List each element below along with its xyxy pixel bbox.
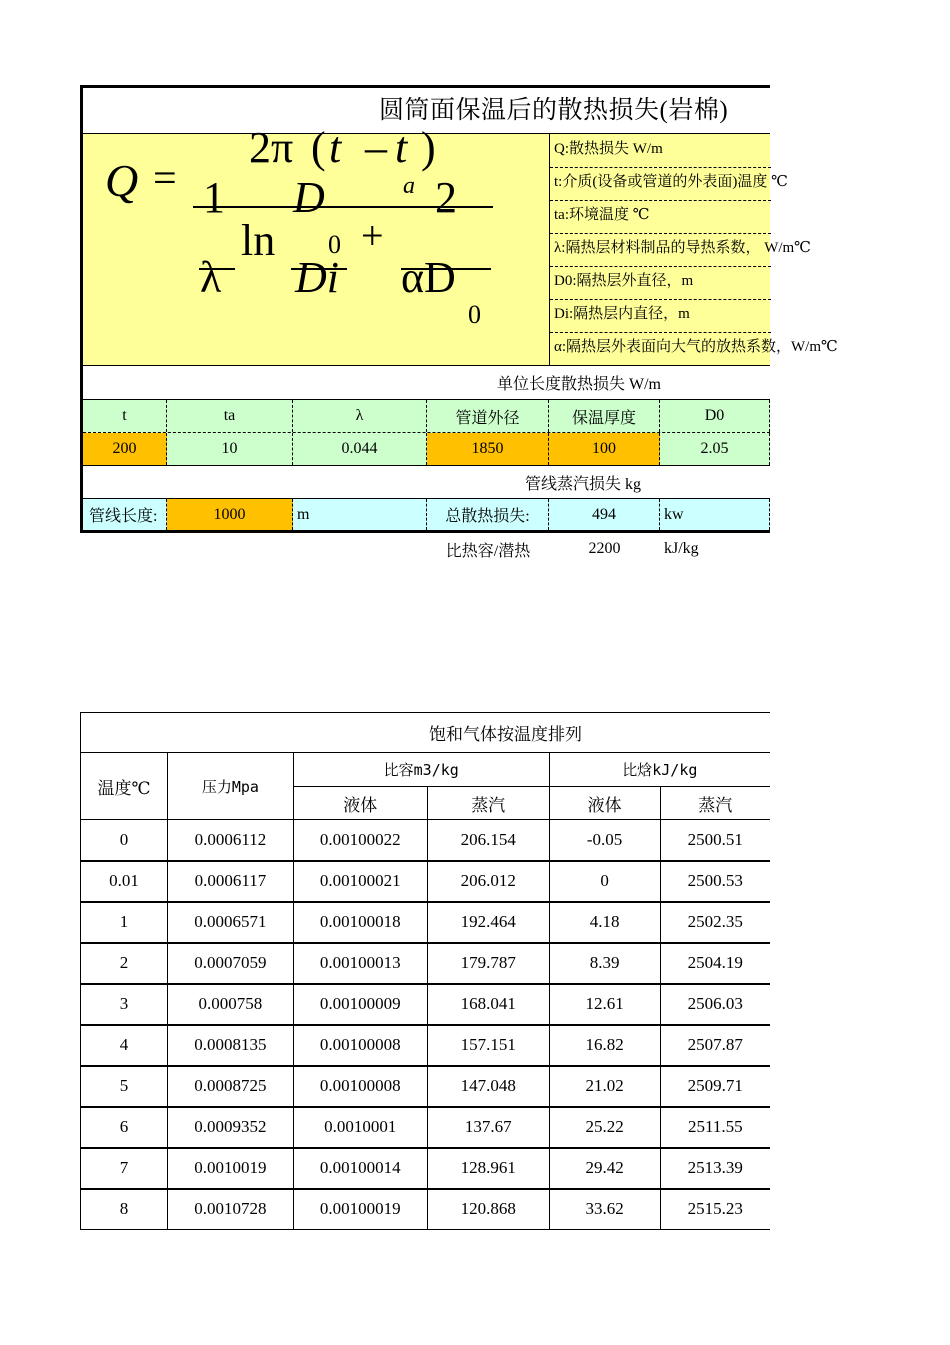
cell-volume-liquid[interactable]: 0.00100018 (293, 902, 427, 943)
cell-pressure[interactable]: 0.0006117 (167, 861, 293, 902)
cell-enthalpy-liquid[interactable]: 16.82 (549, 1025, 660, 1066)
steam-loss-label: 管线蒸汽损失 kg (524, 475, 641, 493)
latent-value: 2200 (588, 540, 621, 557)
cell-enthalpy-steam[interactable]: 2509.71 (660, 1066, 770, 1107)
cell-enthalpy-steam[interactable]: 2500.51 (660, 820, 770, 861)
total-loss-value: 494 (549, 499, 660, 530)
param-header-ta: ta (167, 400, 293, 432)
formula-eq: = (153, 156, 177, 202)
formula-lambda-bar (199, 268, 235, 270)
cell-volume-liquid[interactable]: 0.00100008 (293, 1066, 427, 1107)
cell-enthalpy-steam[interactable]: 2500.53 (660, 861, 770, 902)
cell-temp[interactable]: 0 (81, 820, 168, 861)
formula-den-d: D (293, 173, 325, 222)
cell-volume-steam[interactable]: 157.151 (427, 1025, 549, 1066)
cell-enthalpy-liquid[interactable]: -0.05 (549, 820, 660, 861)
legend-t: t:介质(设备或管道的外表面)温度 ℃ (554, 174, 788, 190)
cell-enthalpy-liquid[interactable]: 29.42 (549, 1148, 660, 1189)
table-title-row (81, 713, 771, 753)
table-row (81, 1066, 771, 1107)
legend-ta: ta:环境温度 ℃ (554, 207, 650, 223)
cell-volume-liquid[interactable]: 0.00100013 (293, 943, 427, 984)
unit-loss-label: 单位长度散热损失 W/m (497, 376, 661, 393)
param-value-lambda[interactable]: 0.044 (293, 433, 427, 465)
total-loss-row (83, 499, 770, 530)
table-row (81, 984, 771, 1025)
param-value-row (83, 433, 770, 466)
formula-q: Q (105, 155, 139, 206)
cell-volume-steam[interactable]: 120.868 (427, 1189, 549, 1230)
legend-d0: D0:隔热层外直径，m (554, 273, 694, 289)
header-volume: 比容m3/kg (293, 753, 549, 787)
total-loss-unit: kw (660, 499, 770, 530)
table-title-cell (81, 713, 771, 753)
cell-volume-liquid[interactable]: 0.00100008 (293, 1025, 427, 1066)
saturated-steam-table (80, 712, 770, 1230)
header-enthalpy-liquid: 液体 (549, 787, 660, 820)
param-header-pipe-od: 管道外径 (427, 400, 549, 432)
param-header-t: t (83, 400, 167, 432)
formula-minus: – (365, 123, 387, 172)
table-row (81, 861, 771, 902)
formula-den-1: 1 (203, 173, 225, 222)
cell-temp[interactable]: 7 (81, 1148, 168, 1189)
formula-di-bar (291, 268, 347, 270)
table-title: 饱和气体按温度排列 (429, 725, 582, 744)
formula-paren-close: ) (421, 123, 436, 172)
heat-loss-sheet (80, 85, 838, 560)
cell-volume-steam[interactable]: 206.154 (427, 820, 549, 861)
length-unit: m (293, 499, 427, 530)
unit-loss-row (83, 366, 770, 400)
cell-enthalpy-liquid[interactable]: 0 (549, 861, 660, 902)
formula-sub-0b: 0 (468, 300, 481, 329)
cell-enthalpy-steam[interactable]: 2507.87 (660, 1025, 770, 1066)
formula-ln: ln (241, 216, 276, 265)
param-value-d0[interactable]: 2.05 (660, 433, 770, 465)
formula-ta: t (395, 123, 408, 172)
table-row (81, 820, 771, 861)
table-header-row-1 (81, 753, 771, 787)
formula-alpha-bar (401, 268, 491, 270)
cell-enthalpy-liquid[interactable]: 25.22 (549, 1107, 660, 1148)
latent-label: 比热容/潜热 (445, 542, 531, 560)
header-volume-liquid: 液体 (293, 787, 427, 820)
table-row (81, 1025, 771, 1066)
formula-fraction-bar (193, 206, 493, 208)
cell-enthalpy-liquid[interactable]: 8.39 (549, 943, 660, 984)
cell-volume-liquid[interactable]: 0.00100022 (293, 820, 427, 861)
param-header-lambda: λ (293, 400, 427, 432)
length-label: 管线长度: (83, 499, 167, 530)
cell-temp[interactable]: 3 (81, 984, 168, 1025)
latent-row (83, 535, 770, 563)
formula-alpha-d: αD (401, 253, 456, 302)
table-row (81, 1107, 771, 1148)
header-temp: 温度℃ (81, 753, 168, 820)
table-row (81, 902, 771, 943)
param-header-row (83, 400, 770, 433)
param-value-t[interactable]: 200 (83, 433, 167, 465)
cell-volume-liquid[interactable]: 0.00100021 (293, 861, 427, 902)
cell-volume-liquid[interactable]: 0.0010001 (293, 1107, 427, 1148)
cell-pressure[interactable]: 0.0008725 (167, 1066, 293, 1107)
cell-volume-steam[interactable]: 206.012 (427, 861, 549, 902)
cell-temp[interactable]: 6 (81, 1107, 168, 1148)
legend-lambda: λ:隔热层材料制品的导热系数， W/m℃ (554, 240, 811, 256)
cell-volume-steam[interactable]: 192.464 (427, 902, 549, 943)
cell-volume-steam[interactable]: 128.961 (427, 1148, 549, 1189)
cell-pressure[interactable]: 0.0010019 (167, 1148, 293, 1189)
cell-pressure[interactable]: 0.0006112 (167, 820, 293, 861)
length-value[interactable]: 1000 (167, 499, 293, 530)
legend-alpha: α:隔热层外表面向大气的放热系数，W/m℃ (554, 339, 838, 355)
formula-di: Di (295, 253, 339, 302)
cell-pressure[interactable]: 0.0008135 (167, 1025, 293, 1066)
cell-temp[interactable]: 1 (81, 902, 168, 943)
cell-pressure[interactable]: 0.0006571 (167, 902, 293, 943)
cell-temp[interactable]: 2 (81, 943, 168, 984)
cell-enthalpy-steam[interactable]: 2515.23 (660, 1189, 770, 1230)
cell-enthalpy-steam[interactable]: 2511.55 (660, 1107, 770, 1148)
saturated-steam-sheet (80, 712, 770, 1227)
header-pressure: 压力Mpa (167, 753, 293, 820)
cell-temp[interactable]: 8 (81, 1189, 168, 1230)
cell-enthalpy-liquid[interactable]: 33.62 (549, 1189, 660, 1230)
cell-temp[interactable]: 4 (81, 1025, 168, 1066)
cell-enthalpy-liquid[interactable]: 4.18 (549, 902, 660, 943)
legend-q: Q:散热损失 W/m (554, 141, 663, 157)
cell-pressure[interactable]: 0.0010728 (167, 1189, 293, 1230)
formula-t: t (329, 123, 342, 172)
param-header-d0: D0 (660, 400, 770, 432)
formula-sub-a: a (403, 173, 415, 199)
legend-box (549, 134, 838, 365)
formula-2pi: 2π (249, 123, 294, 172)
steam-loss-row (83, 466, 770, 499)
param-value-ta[interactable]: 10 (167, 433, 293, 465)
param-value-pipe-od[interactable]: 1850 (427, 433, 549, 465)
cell-volume-liquid[interactable]: 0.00100009 (293, 984, 427, 1025)
cell-enthalpy-liquid[interactable]: 21.02 (549, 1066, 660, 1107)
cell-enthalpy-steam[interactable]: 2502.35 (660, 902, 770, 943)
cell-pressure[interactable]: 0.0009352 (167, 1107, 293, 1148)
cell-volume-liquid[interactable]: 0.00100019 (293, 1189, 427, 1230)
cell-enthalpy-steam[interactable]: 2506.03 (660, 984, 770, 1025)
cell-enthalpy-steam[interactable]: 2504.19 (660, 943, 770, 984)
sheet-title: 圆筒面保温后的散热损失(岩棉) (379, 97, 729, 124)
formula-area (83, 123, 838, 366)
param-header-thickness: 保温厚度 (549, 400, 660, 432)
header-enthalpy: 比焓kJ/kg (549, 753, 770, 787)
header-enthalpy-steam: 蒸汽 (660, 787, 770, 820)
table-body (81, 820, 771, 1230)
table-row (81, 1189, 771, 1230)
cell-enthalpy-liquid[interactable]: 12.61 (549, 984, 660, 1025)
formula-paren-open: ( (311, 123, 326, 172)
cell-volume-liquid[interactable]: 0.00100014 (293, 1148, 427, 1189)
header-volume-steam: 蒸汽 (427, 787, 549, 820)
cell-volume-steam[interactable]: 147.048 (427, 1066, 549, 1107)
param-value-thickness[interactable]: 100 (549, 433, 660, 465)
cell-volume-steam[interactable]: 179.787 (427, 943, 549, 984)
formula-sub-0: 0 (328, 230, 341, 259)
cell-enthalpy-steam[interactable]: 2513.39 (660, 1148, 770, 1189)
cell-temp[interactable]: 0.01 (81, 861, 168, 902)
cell-pressure[interactable]: 0.0007059 (167, 943, 293, 984)
cell-temp[interactable]: 5 (81, 1066, 168, 1107)
formula-plus: + (361, 213, 384, 258)
legend-di: Di:隔热层内直径，m (554, 306, 690, 322)
table-row (81, 943, 771, 984)
cell-pressure[interactable]: 0.000758 (167, 984, 293, 1025)
total-loss-label: 总散热损失: (427, 499, 549, 530)
latent-unit: kJ/kg (664, 540, 699, 557)
cell-volume-steam[interactable]: 137.67 (427, 1107, 549, 1148)
table-row (81, 1148, 771, 1189)
formula-den-2: 2 (435, 173, 457, 222)
formula-lambda: λ (200, 253, 222, 302)
cell-volume-steam[interactable]: 168.041 (427, 984, 549, 1025)
